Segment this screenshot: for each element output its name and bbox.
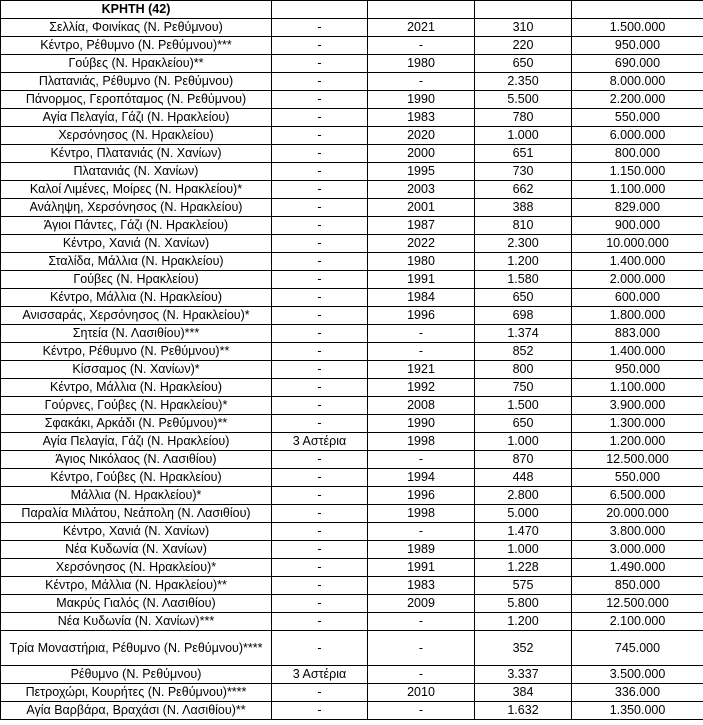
area-cell: 2.300 <box>475 235 572 253</box>
year-cell: 2000 <box>368 145 475 163</box>
area-cell: 3.337 <box>475 666 572 684</box>
year-cell: 1996 <box>368 307 475 325</box>
location-cell: Σφακάκι, Αρκάδι (Ν. Ρεθύμνου)** <box>1 415 272 433</box>
category-cell: - <box>272 469 368 487</box>
area-cell: 780 <box>475 109 572 127</box>
table-row <box>1 289 703 307</box>
category-cell: - <box>272 163 368 181</box>
location-cell: Αγία Πελαγία, Γάζι (Ν. Ηρακλείου) <box>1 433 272 451</box>
table-row <box>1 37 703 55</box>
category-cell: - <box>272 325 368 343</box>
category-cell: - <box>272 37 368 55</box>
table-row <box>1 487 703 505</box>
region-title: ΚΡΗΤΗ (42) <box>1 1 272 19</box>
location-cell: Νέα Κυδωνία (Ν. Χανίων) <box>1 541 272 559</box>
price-cell: 336.000 <box>572 684 703 702</box>
area-cell: 800 <box>475 361 572 379</box>
location-cell: Σελλία, Φοινίκας (Ν. Ρεθύμνου) <box>1 19 272 37</box>
header-empty-cell <box>272 1 368 19</box>
price-cell: 1.500.000 <box>572 19 703 37</box>
category-cell: - <box>272 379 368 397</box>
table-row <box>1 343 703 361</box>
year-cell: - <box>368 666 475 684</box>
price-cell: 550.000 <box>572 469 703 487</box>
category-cell: - <box>272 451 368 469</box>
price-cell: 3.500.000 <box>572 666 703 684</box>
table-row <box>1 253 703 271</box>
location-cell: Ανισσαράς, Χερσόνησος (Ν. Ηρακλείου)* <box>1 307 272 325</box>
area-cell: 1.632 <box>475 702 572 720</box>
price-cell: 8.000.000 <box>572 73 703 91</box>
price-cell: 2.100.000 <box>572 613 703 631</box>
area-cell: 1.500 <box>475 397 572 415</box>
price-cell: 1.800.000 <box>572 307 703 325</box>
location-cell: Παραλία Μιλάτου, Νεάπολη (Ν. Λασιθίου) <box>1 505 272 523</box>
area-cell: 5.500 <box>475 91 572 109</box>
area-cell: 810 <box>475 217 572 235</box>
price-cell: 3.900.000 <box>572 397 703 415</box>
price-cell: 950.000 <box>572 37 703 55</box>
year-cell: 1998 <box>368 505 475 523</box>
category-cell: - <box>272 505 368 523</box>
location-cell: Κέντρο, Πλατανιάς (Ν. Χανίων) <box>1 145 272 163</box>
price-cell: 1.200.000 <box>572 433 703 451</box>
category-cell: 3 Αστέρια <box>272 433 368 451</box>
area-cell: 870 <box>475 451 572 469</box>
location-cell: Αγία Πελαγία, Γάζι (Ν. Ηρακλείου) <box>1 109 272 127</box>
category-cell: - <box>272 127 368 145</box>
year-cell: - <box>368 702 475 720</box>
year-cell: - <box>368 523 475 541</box>
price-cell: 2.000.000 <box>572 271 703 289</box>
category-cell: - <box>272 307 368 325</box>
table-row <box>1 415 703 433</box>
price-cell: 800.000 <box>572 145 703 163</box>
price-cell: 883.000 <box>572 325 703 343</box>
table-row <box>1 325 703 343</box>
area-cell: 730 <box>475 163 572 181</box>
area-cell: 698 <box>475 307 572 325</box>
price-cell: 1.300.000 <box>572 415 703 433</box>
year-cell: - <box>368 613 475 631</box>
price-cell: 1.100.000 <box>572 379 703 397</box>
location-cell: Κέντρο, Γούβες (Ν. Ηρακλείου) <box>1 469 272 487</box>
year-cell: - <box>368 325 475 343</box>
year-cell: 2020 <box>368 127 475 145</box>
location-cell: Γούβες (Ν. Ηρακλείου) <box>1 271 272 289</box>
header-empty-cell <box>475 1 572 19</box>
price-cell: 550.000 <box>572 109 703 127</box>
year-cell: - <box>368 37 475 55</box>
category-cell: - <box>272 595 368 613</box>
price-cell: 1.100.000 <box>572 181 703 199</box>
location-cell: Χερσόνησος (Ν. Ηρακλείου) <box>1 127 272 145</box>
price-cell: 12.500.000 <box>572 595 703 613</box>
table-row <box>1 505 703 523</box>
location-cell: Ανάληψη, Χερσόνησος (Ν. Ηρακλείου) <box>1 199 272 217</box>
table-row <box>1 271 703 289</box>
category-cell: - <box>272 577 368 595</box>
table-row <box>1 127 703 145</box>
location-cell: Κίσσαμος (Ν. Χανίων)* <box>1 361 272 379</box>
category-cell: - <box>272 253 368 271</box>
table-row <box>1 702 703 720</box>
location-cell: Κέντρο, Μάλλια (Ν. Ηρακλείου) <box>1 289 272 307</box>
year-cell: 1991 <box>368 271 475 289</box>
price-cell: 745.000 <box>572 631 703 666</box>
price-cell: 1.490.000 <box>572 559 703 577</box>
table-row <box>1 523 703 541</box>
location-cell: Πετροχώρι, Κουρήτες (Ν. Ρεθύμνου)**** <box>1 684 272 702</box>
location-cell: Κέντρο, Ρέθυμνο (Ν. Ρεθύμνου)*** <box>1 37 272 55</box>
year-cell: 1990 <box>368 415 475 433</box>
table-row <box>1 235 703 253</box>
area-cell: 352 <box>475 631 572 666</box>
header-empty-cell <box>572 1 703 19</box>
price-cell: 1.400.000 <box>572 343 703 361</box>
year-cell: 2021 <box>368 19 475 37</box>
category-cell: - <box>272 702 368 720</box>
price-cell: 6.000.000 <box>572 127 703 145</box>
area-cell: 1.200 <box>475 253 572 271</box>
year-cell: 1996 <box>368 487 475 505</box>
year-cell: 1989 <box>368 541 475 559</box>
table-row <box>1 451 703 469</box>
area-cell: 1.000 <box>475 541 572 559</box>
category-cell: - <box>272 415 368 433</box>
location-cell: Άγιος Νικόλαος (Ν. Λασιθίου) <box>1 451 272 469</box>
category-cell: - <box>272 523 368 541</box>
table-row <box>1 199 703 217</box>
category-cell: 3 Αστέρια <box>272 666 368 684</box>
area-cell: 2.800 <box>475 487 572 505</box>
location-cell: Χερσόνησος (Ν. Ηρακλείου)* <box>1 559 272 577</box>
area-cell: 384 <box>475 684 572 702</box>
area-cell: 220 <box>475 37 572 55</box>
location-cell: Πάνορμος, Γεροπόταμος (Ν. Ρεθύμνου) <box>1 91 272 109</box>
area-cell: 1.000 <box>475 433 572 451</box>
area-cell: 650 <box>475 289 572 307</box>
table-row <box>1 684 703 702</box>
year-cell: 1991 <box>368 559 475 577</box>
year-cell: 1990 <box>368 91 475 109</box>
price-cell: 829.000 <box>572 199 703 217</box>
category-cell: - <box>272 397 368 415</box>
area-cell: 1.470 <box>475 523 572 541</box>
category-cell: - <box>272 109 368 127</box>
category-cell: - <box>272 541 368 559</box>
price-cell: 1.350.000 <box>572 702 703 720</box>
year-cell: 1921 <box>368 361 475 379</box>
price-cell: 20.000.000 <box>572 505 703 523</box>
table-row <box>1 181 703 199</box>
year-cell: - <box>368 343 475 361</box>
area-cell: 1.000 <box>475 127 572 145</box>
year-cell: 2008 <box>368 397 475 415</box>
year-cell: 1980 <box>368 55 475 73</box>
year-cell: 1995 <box>368 163 475 181</box>
table-row <box>1 217 703 235</box>
category-cell: - <box>272 199 368 217</box>
price-cell: 1.400.000 <box>572 253 703 271</box>
area-cell: 662 <box>475 181 572 199</box>
table-row <box>1 55 703 73</box>
year-cell: 2001 <box>368 199 475 217</box>
table-row <box>1 433 703 451</box>
table-row <box>1 595 703 613</box>
location-cell: Τρία Μοναστήρια, Ρέθυμνο (Ν. Ρεθύμνου)**** <box>1 631 272 666</box>
year-cell: 1998 <box>368 433 475 451</box>
year-cell: 2003 <box>368 181 475 199</box>
header-empty-cell <box>368 1 475 19</box>
location-cell: Αγία Βαρβάρα, Βραχάσι (Ν. Λασιθίου)** <box>1 702 272 720</box>
price-cell: 1.150.000 <box>572 163 703 181</box>
table-row <box>1 91 703 109</box>
table-row <box>1 397 703 415</box>
year-cell: 1983 <box>368 109 475 127</box>
category-cell: - <box>272 217 368 235</box>
year-cell: 1984 <box>368 289 475 307</box>
category-cell: - <box>272 361 368 379</box>
table-row <box>1 666 703 684</box>
location-cell: Κέντρο, Μάλλια (Ν. Ηρακλείου)** <box>1 577 272 595</box>
area-cell: 5.800 <box>475 595 572 613</box>
region-header-row <box>1 1 703 19</box>
category-cell: - <box>272 271 368 289</box>
location-cell: Άγιοι Πάντες, Γάζι (Ν. Ηρακλείου) <box>1 217 272 235</box>
table-row <box>1 361 703 379</box>
price-cell: 850.000 <box>572 577 703 595</box>
area-cell: 852 <box>475 343 572 361</box>
price-cell: 950.000 <box>572 361 703 379</box>
location-cell: Μάλλια (Ν. Ηρακλείου)* <box>1 487 272 505</box>
year-cell: 1980 <box>368 253 475 271</box>
price-cell: 600.000 <box>572 289 703 307</box>
category-cell: - <box>272 181 368 199</box>
table-row <box>1 559 703 577</box>
category-cell: - <box>272 91 368 109</box>
location-cell: Νέα Κυδωνία (Ν. Χανίων)*** <box>1 613 272 631</box>
price-cell: 10.000.000 <box>572 235 703 253</box>
table-row <box>1 631 703 666</box>
category-cell: - <box>272 145 368 163</box>
area-cell: 448 <box>475 469 572 487</box>
year-cell: 1987 <box>368 217 475 235</box>
year-cell: - <box>368 631 475 666</box>
location-cell: Γούρνες, Γούβες (Ν. Ηρακλείου)* <box>1 397 272 415</box>
table-row <box>1 541 703 559</box>
location-cell: Ρέθυμνο (Ν. Ρεθύμνου) <box>1 666 272 684</box>
table-row <box>1 109 703 127</box>
table-row <box>1 577 703 595</box>
location-cell: Κέντρο, Μάλλια (Ν. Ηρακλείου) <box>1 379 272 397</box>
year-cell: 1983 <box>368 577 475 595</box>
price-cell: 12.500.000 <box>572 451 703 469</box>
category-cell: - <box>272 684 368 702</box>
area-cell: 388 <box>475 199 572 217</box>
year-cell: 2022 <box>368 235 475 253</box>
location-cell: Κέντρο, Ρέθυμνο (Ν. Ρεθύμνου)** <box>1 343 272 361</box>
price-cell: 690.000 <box>572 55 703 73</box>
price-cell: 6.500.000 <box>572 487 703 505</box>
table-row <box>1 145 703 163</box>
table-row <box>1 163 703 181</box>
table-row <box>1 19 703 37</box>
table-row <box>1 613 703 631</box>
area-cell: 750 <box>475 379 572 397</box>
table-body <box>1 1 703 720</box>
table-row <box>1 307 703 325</box>
year-cell: 2009 <box>368 595 475 613</box>
area-cell: 2.350 <box>475 73 572 91</box>
location-cell: Καλοί Λιμένες, Μοίρες (Ν. Ηρακλείου)* <box>1 181 272 199</box>
location-cell: Πλατανιάς (Ν. Χανίων) <box>1 163 272 181</box>
category-cell: - <box>272 631 368 666</box>
location-cell: Γούβες (Ν. Ηρακλείου)** <box>1 55 272 73</box>
category-cell: - <box>272 55 368 73</box>
area-cell: 5.000 <box>475 505 572 523</box>
price-cell: 2.200.000 <box>572 91 703 109</box>
location-cell: Μακρύς Γιαλός (Ν. Λασιθίου) <box>1 595 272 613</box>
category-cell: - <box>272 559 368 577</box>
year-cell: - <box>368 73 475 91</box>
area-cell: 650 <box>475 415 572 433</box>
year-cell: 1994 <box>368 469 475 487</box>
category-cell: - <box>272 343 368 361</box>
area-cell: 1.580 <box>475 271 572 289</box>
price-cell: 3.000.000 <box>572 541 703 559</box>
price-cell: 3.800.000 <box>572 523 703 541</box>
table-row <box>1 379 703 397</box>
area-cell: 1.228 <box>475 559 572 577</box>
location-cell: Πλατανιάς, Ρέθυμνο (Ν. Ρεθύμνου) <box>1 73 272 91</box>
year-cell: - <box>368 451 475 469</box>
price-cell: 900.000 <box>572 217 703 235</box>
year-cell: 2010 <box>368 684 475 702</box>
category-cell: - <box>272 613 368 631</box>
table-row <box>1 73 703 91</box>
location-cell: Σητεία (Ν. Λασιθίου)*** <box>1 325 272 343</box>
year-cell: 1992 <box>368 379 475 397</box>
area-cell: 1.374 <box>475 325 572 343</box>
location-cell: Κέντρο, Χανιά (Ν. Χανίων) <box>1 235 272 253</box>
area-cell: 651 <box>475 145 572 163</box>
category-cell: - <box>272 235 368 253</box>
category-cell: - <box>272 19 368 37</box>
area-cell: 310 <box>475 19 572 37</box>
category-cell: - <box>272 487 368 505</box>
category-cell: - <box>272 73 368 91</box>
table-row <box>1 469 703 487</box>
location-cell: Σταλίδα, Μάλλια (Ν. Ηρακλείου) <box>1 253 272 271</box>
area-cell: 650 <box>475 55 572 73</box>
category-cell: - <box>272 289 368 307</box>
area-cell: 1.200 <box>475 613 572 631</box>
area-cell: 575 <box>475 577 572 595</box>
location-cell: Κέντρο, Χανιά (Ν. Χανίων) <box>1 523 272 541</box>
